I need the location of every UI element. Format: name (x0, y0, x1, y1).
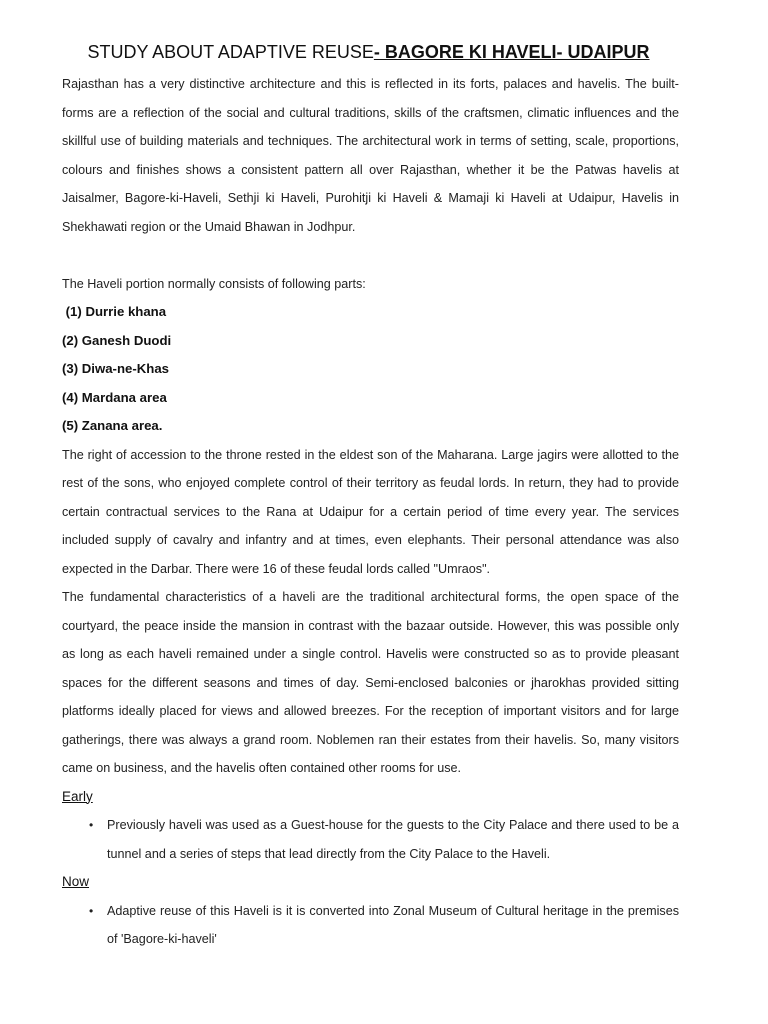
title-emphasis: - BAGORE KI HAVELI- UDAIPUR (373, 42, 650, 62)
characteristics-paragraph: The fundamental characteristics of a haveli are the traditional architectural forms, the open space of the courtyard, the peace inside the mansion in contrast with the bazaar outside. However, this was possible only as long as each haveli remained under a single control. Havelis were constructed so as to provide pleasant spaces for the different seasons and times of day. Semi-enclosed balconies or jharokhas provided sitting platforms ideally placed for views and allowed breezes. For the reception of important visitors and for large gatherings, there was always a grand room. Noblemen ran their estates from their havelis. So, many visitors came on business, and the havelis often contained other rooms for use. (62, 590, 679, 775)
parts-intro: The Haveli portion normally consists of following parts: (62, 276, 366, 291)
early-list (62, 811, 679, 868)
parts-list-item: (1) Durrie khana (62, 304, 167, 319)
accession-paragraph: The right of accession to the throne rested in the eldest son of the Maharana. Large jagirs were allotted to the rest of the sons, who enjoyed complete control of their territory as feudal lords. In return, they had to provide certain contractual services to the Rana at Udaipur for a certain period of time every year. The services included supply of cavalry and infantry and at times, even elephants. Their personal attendance was also expected in the Darbar. There were 16 of these feudal lords called "Umraos". (62, 447, 679, 576)
parts-list-item: (2) Ganesh Duodi (62, 332, 172, 348)
early-bullet-item (89, 811, 679, 868)
now-list (62, 897, 679, 954)
parts-list (62, 298, 679, 441)
parts-list-item: (4) Mardana area (62, 389, 167, 405)
bullet-icon: • (89, 818, 94, 832)
parts-list-item: (5) Zanana area. (62, 418, 163, 433)
bullet-icon: • (89, 903, 94, 918)
intro-paragraph: Rajasthan has a very distinctive architecture and this is reflected in its forts, palaces and havelis. The built-forms are a reflection of the social and cultural traditions, skills of the craftsmen, climatic influences and the skillful use of building materials and techniques. The architectural work in terms of setting, scale, proportions, colours and finishes shows a consistent pattern all over Rajasthan, whether it be the Patwas havelis at Jaisalmer, Bagore-ki-Haveli, Sethji ki Haveli, Purohitji ki Haveli & Mamaji ki Haveli at Udaipur, Havelis in Shekhawati region or the Umaid Bhawan in Jodhpur. (62, 77, 679, 234)
now-bullet-item (89, 897, 679, 954)
title-plain: STUDY ABOUT ADAPTIVE REUSE (87, 42, 374, 62)
parts-list-item: (3) Diwa-ne-Khas (62, 361, 169, 376)
document-page (62, 40, 679, 954)
document-title (58, 40, 679, 64)
early-heading: Early (62, 788, 93, 804)
now-heading: Now (62, 874, 90, 889)
now-bullet-text: Adaptive reuse of this Haveli is it is converted into Zonal Museum of Cultural heritage in the premises of 'Bagore-ki-haveli' (107, 903, 679, 946)
early-bullet-text: Previously haveli was used as a Guest-house for the guests to the City Palace and there used to be a tunnel and a series of steps that lead directly from the City Palace to the Haveli. (107, 818, 679, 861)
